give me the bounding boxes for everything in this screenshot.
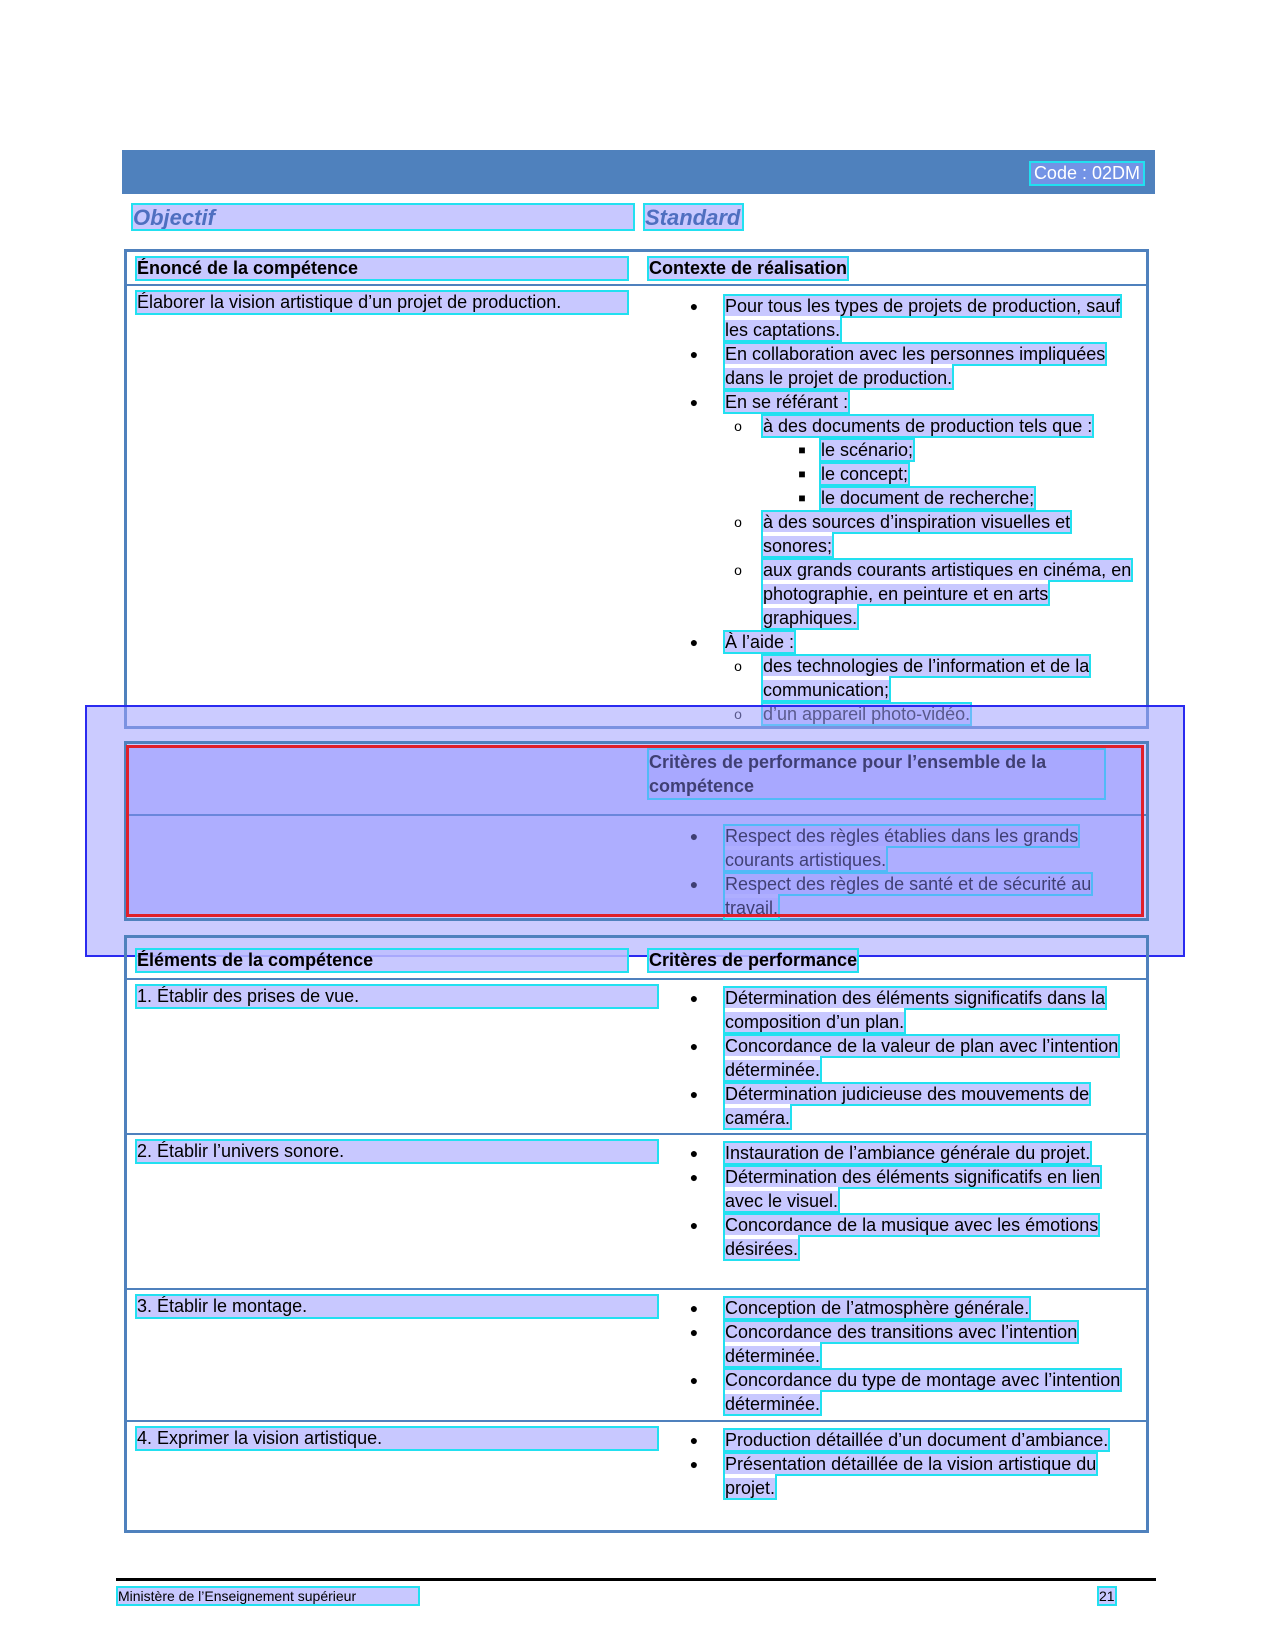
table-row — [127, 286, 1146, 726]
code-bar — [122, 150, 1155, 194]
list-item-text: En collaboration avec les personnes impliquées dans le projet de production. — [725, 344, 1106, 388]
list-item-text: Concordance de la musique avec les émotions désirées. — [725, 1215, 1099, 1259]
list-item — [687, 1296, 1140, 1320]
list-item — [687, 1428, 1140, 1452]
footer-ministry: Ministère de l’Enseignement supérieur — [118, 1588, 418, 1604]
list-item-text: En se référant : — [725, 392, 849, 412]
list-item — [687, 1452, 1140, 1500]
bullet-icon: ● — [689, 828, 699, 844]
list-item-text: Respect des règles de santé et de sécurité au travail. — [725, 874, 1092, 918]
list-item-text: Production détaillée d’un document d’ambiance. — [725, 1430, 1109, 1450]
bullet-icon: ● — [689, 1145, 699, 1161]
bullet-icon: ● — [689, 346, 699, 362]
circle-bullet-icon: o — [734, 514, 742, 530]
bullet-icon: ● — [689, 394, 699, 410]
list-item — [687, 1141, 1140, 1165]
table-row — [127, 1422, 1146, 1528]
element-text: 3. Établir le montage. — [137, 1296, 657, 1317]
list-item-text: Concordance du type de montage avec l’intention déterminée. — [725, 1370, 1121, 1414]
elements-table — [124, 935, 1149, 1533]
selected-region[interactable] — [126, 745, 1144, 917]
list-item-text: aux grands courants artistiques en cinéma, en photographie, en peinture et en arts graphiques. — [763, 560, 1132, 628]
list-item-text: Conception de l’atmosphère générale. — [725, 1298, 1030, 1318]
list-item — [763, 438, 1143, 462]
list-item-text: le concept; — [821, 464, 909, 484]
list-item-text: Détermination des éléments significatifs dans la composition d’un plan. — [725, 988, 1106, 1032]
table-header-row — [127, 252, 1146, 286]
bullet-icon: ● — [689, 634, 699, 650]
criteres-header: Critères de performance — [649, 950, 858, 970]
list-item — [687, 986, 1140, 1034]
bullet-icon: ● — [689, 1038, 699, 1054]
elements-header: Éléments de la compétence — [137, 950, 627, 971]
list-item — [687, 1368, 1140, 1416]
list-item-text: le document de recherche; — [821, 488, 1035, 508]
contexte-list — [687, 294, 1140, 726]
criteres-ensemble-header: Critères de performance pour l’ensemble de la compétence — [649, 750, 1104, 798]
list-item — [763, 486, 1143, 510]
table-row — [127, 980, 1146, 1135]
list-item — [725, 510, 1143, 558]
list-item — [725, 558, 1143, 630]
list-item-text: des technologies de l’information et de la communication; — [763, 656, 1090, 700]
list-item — [725, 654, 1143, 702]
criteres-list — [687, 1296, 1140, 1416]
criteres-list — [687, 1141, 1140, 1261]
table-row — [127, 1135, 1146, 1290]
bullet-icon: ● — [689, 1456, 699, 1472]
objectif-heading: Objectif — [133, 205, 633, 229]
enonce-text: Élaborer la vision artistique d’un projet de production. — [137, 292, 627, 313]
page-number: 21 — [1099, 1588, 1115, 1604]
element-text: 1. Établir des prises de vue. — [137, 986, 657, 1007]
list-item — [687, 294, 1140, 342]
list-item-text: à des sources d’inspiration visuelles et sonores; — [763, 512, 1071, 556]
list-item — [687, 342, 1140, 390]
code-label: Code : 02DM — [1031, 163, 1143, 184]
list-item-text: Détermination des éléments significatifs en lien avec le visuel. — [725, 1167, 1101, 1211]
list-item-text: Concordance de la valeur de plan avec l’intention déterminée. — [725, 1036, 1119, 1080]
list-item — [687, 1213, 1140, 1261]
list-item-text: À l’aide : — [725, 632, 795, 652]
list-item — [687, 1082, 1140, 1130]
contexte-header: Contexte de réalisation — [649, 258, 848, 278]
table-header-row — [127, 938, 1146, 980]
enonce-table — [124, 249, 1149, 729]
list-item-text: Pour tous les types de projets de production, sauf les captations. — [725, 296, 1121, 340]
bullet-icon: ● — [689, 990, 699, 1006]
list-item-text: Présentation détaillée de la vision artistique du projet. — [725, 1454, 1097, 1498]
list-item — [763, 462, 1143, 486]
bullet-icon: ● — [689, 876, 699, 892]
list-item-text: Détermination judicieuse des mouvements de caméra. — [725, 1084, 1090, 1128]
circle-bullet-icon: o — [734, 658, 742, 674]
square-bullet-icon: ■ — [798, 467, 806, 481]
bullet-icon: ● — [689, 1372, 699, 1388]
circle-bullet-icon: o — [734, 418, 742, 434]
bullet-icon: ● — [689, 1169, 699, 1185]
list-item — [687, 1165, 1140, 1213]
list-item-text: à des documents de production tels que : — [763, 416, 1093, 436]
list-item-text: Concordance des transitions avec l’intention déterminée. — [725, 1322, 1078, 1366]
element-text: 4. Exprimer la vision artistique. — [137, 1428, 657, 1449]
list-item — [687, 1034, 1140, 1082]
bullet-icon: ● — [689, 1300, 699, 1316]
element-text: 2. Établir l’univers sonore. — [137, 1141, 657, 1162]
list-item — [687, 390, 1140, 630]
list-item-text: Respect des règles établies dans les grands courants artistiques. — [725, 826, 1079, 870]
circle-bullet-icon: o — [734, 562, 742, 578]
table-row — [127, 1290, 1146, 1422]
criteres-list — [687, 1428, 1140, 1500]
bullet-icon: ● — [689, 1086, 699, 1102]
bullet-icon: ● — [689, 1217, 699, 1233]
list-item-text: Instauration de l’ambiance générale du projet. — [725, 1143, 1091, 1163]
bullet-icon: ● — [689, 1324, 699, 1340]
footer-divider — [116, 1578, 1156, 1581]
criteres-list — [687, 986, 1140, 1130]
square-bullet-icon: ■ — [798, 491, 806, 505]
bullet-icon: ● — [689, 298, 699, 314]
square-bullet-icon: ■ — [798, 443, 806, 457]
list-item — [687, 1320, 1140, 1368]
enonce-header: Énoncé de la compétence — [137, 258, 627, 279]
standard-heading: Standard — [645, 205, 741, 230]
list-item — [725, 414, 1143, 510]
bullet-icon: ● — [689, 1432, 699, 1448]
list-item-text: le scénario; — [821, 440, 914, 460]
section-headings — [133, 205, 753, 229]
